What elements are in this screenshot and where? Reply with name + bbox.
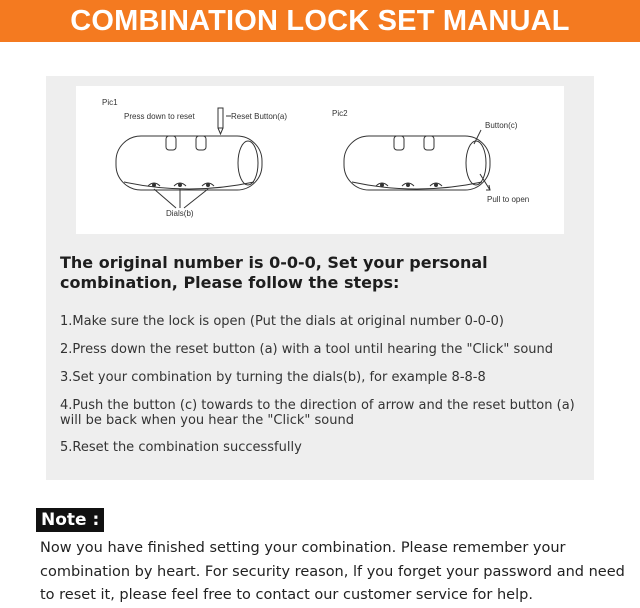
step-item: 3.Set your combination by turning the dials(b), for example 8-8-8	[60, 370, 486, 385]
reset-tool-icon	[218, 108, 231, 134]
step-item: 4.Push the button (c) towards to the direction of arrow and the reset button (a) will be back when you hear the "Click" sound	[60, 398, 575, 428]
page-title: COMBINATION LOCK SET MANUAL	[0, 0, 640, 42]
reset-button-label: Reset Button(a)	[231, 112, 288, 121]
lock-body-pic1	[116, 136, 262, 190]
button-c-label: Button(c)	[485, 121, 518, 130]
step-item: 2.Press down the reset button (a) with a tool until hearing the "Click" sound	[60, 342, 554, 357]
note-text: Now you have finished setting your combination. Please remember your combination by heart. For security reason, lf you forget your password and need to reset it, please feel free to contact our customer service for help.	[40, 540, 625, 603]
pic2-label: Pic2	[332, 109, 348, 118]
step-item: 5.Reset the combination successfully	[60, 440, 302, 455]
lock-illustration	[76, 86, 564, 234]
instructions-headline: The original number is 0-0-0, Set your personal combination, Please follow the steps:	[60, 253, 488, 292]
note-badge: Note :	[36, 508, 104, 532]
step-item: 1.Make sure the lock is open (Put the dials at original number 0-0-0)	[60, 314, 504, 329]
press-down-label: Press down to reset	[124, 112, 195, 121]
instruction-panel	[46, 76, 594, 480]
lock-body-pic2	[344, 136, 490, 190]
lock-diagram	[76, 86, 564, 234]
pull-to-open-label: Pull to open	[487, 195, 530, 204]
dials-label: Dials(b)	[166, 209, 194, 218]
dials-pic1	[148, 183, 214, 208]
pic1-label: Pic1	[102, 98, 118, 107]
